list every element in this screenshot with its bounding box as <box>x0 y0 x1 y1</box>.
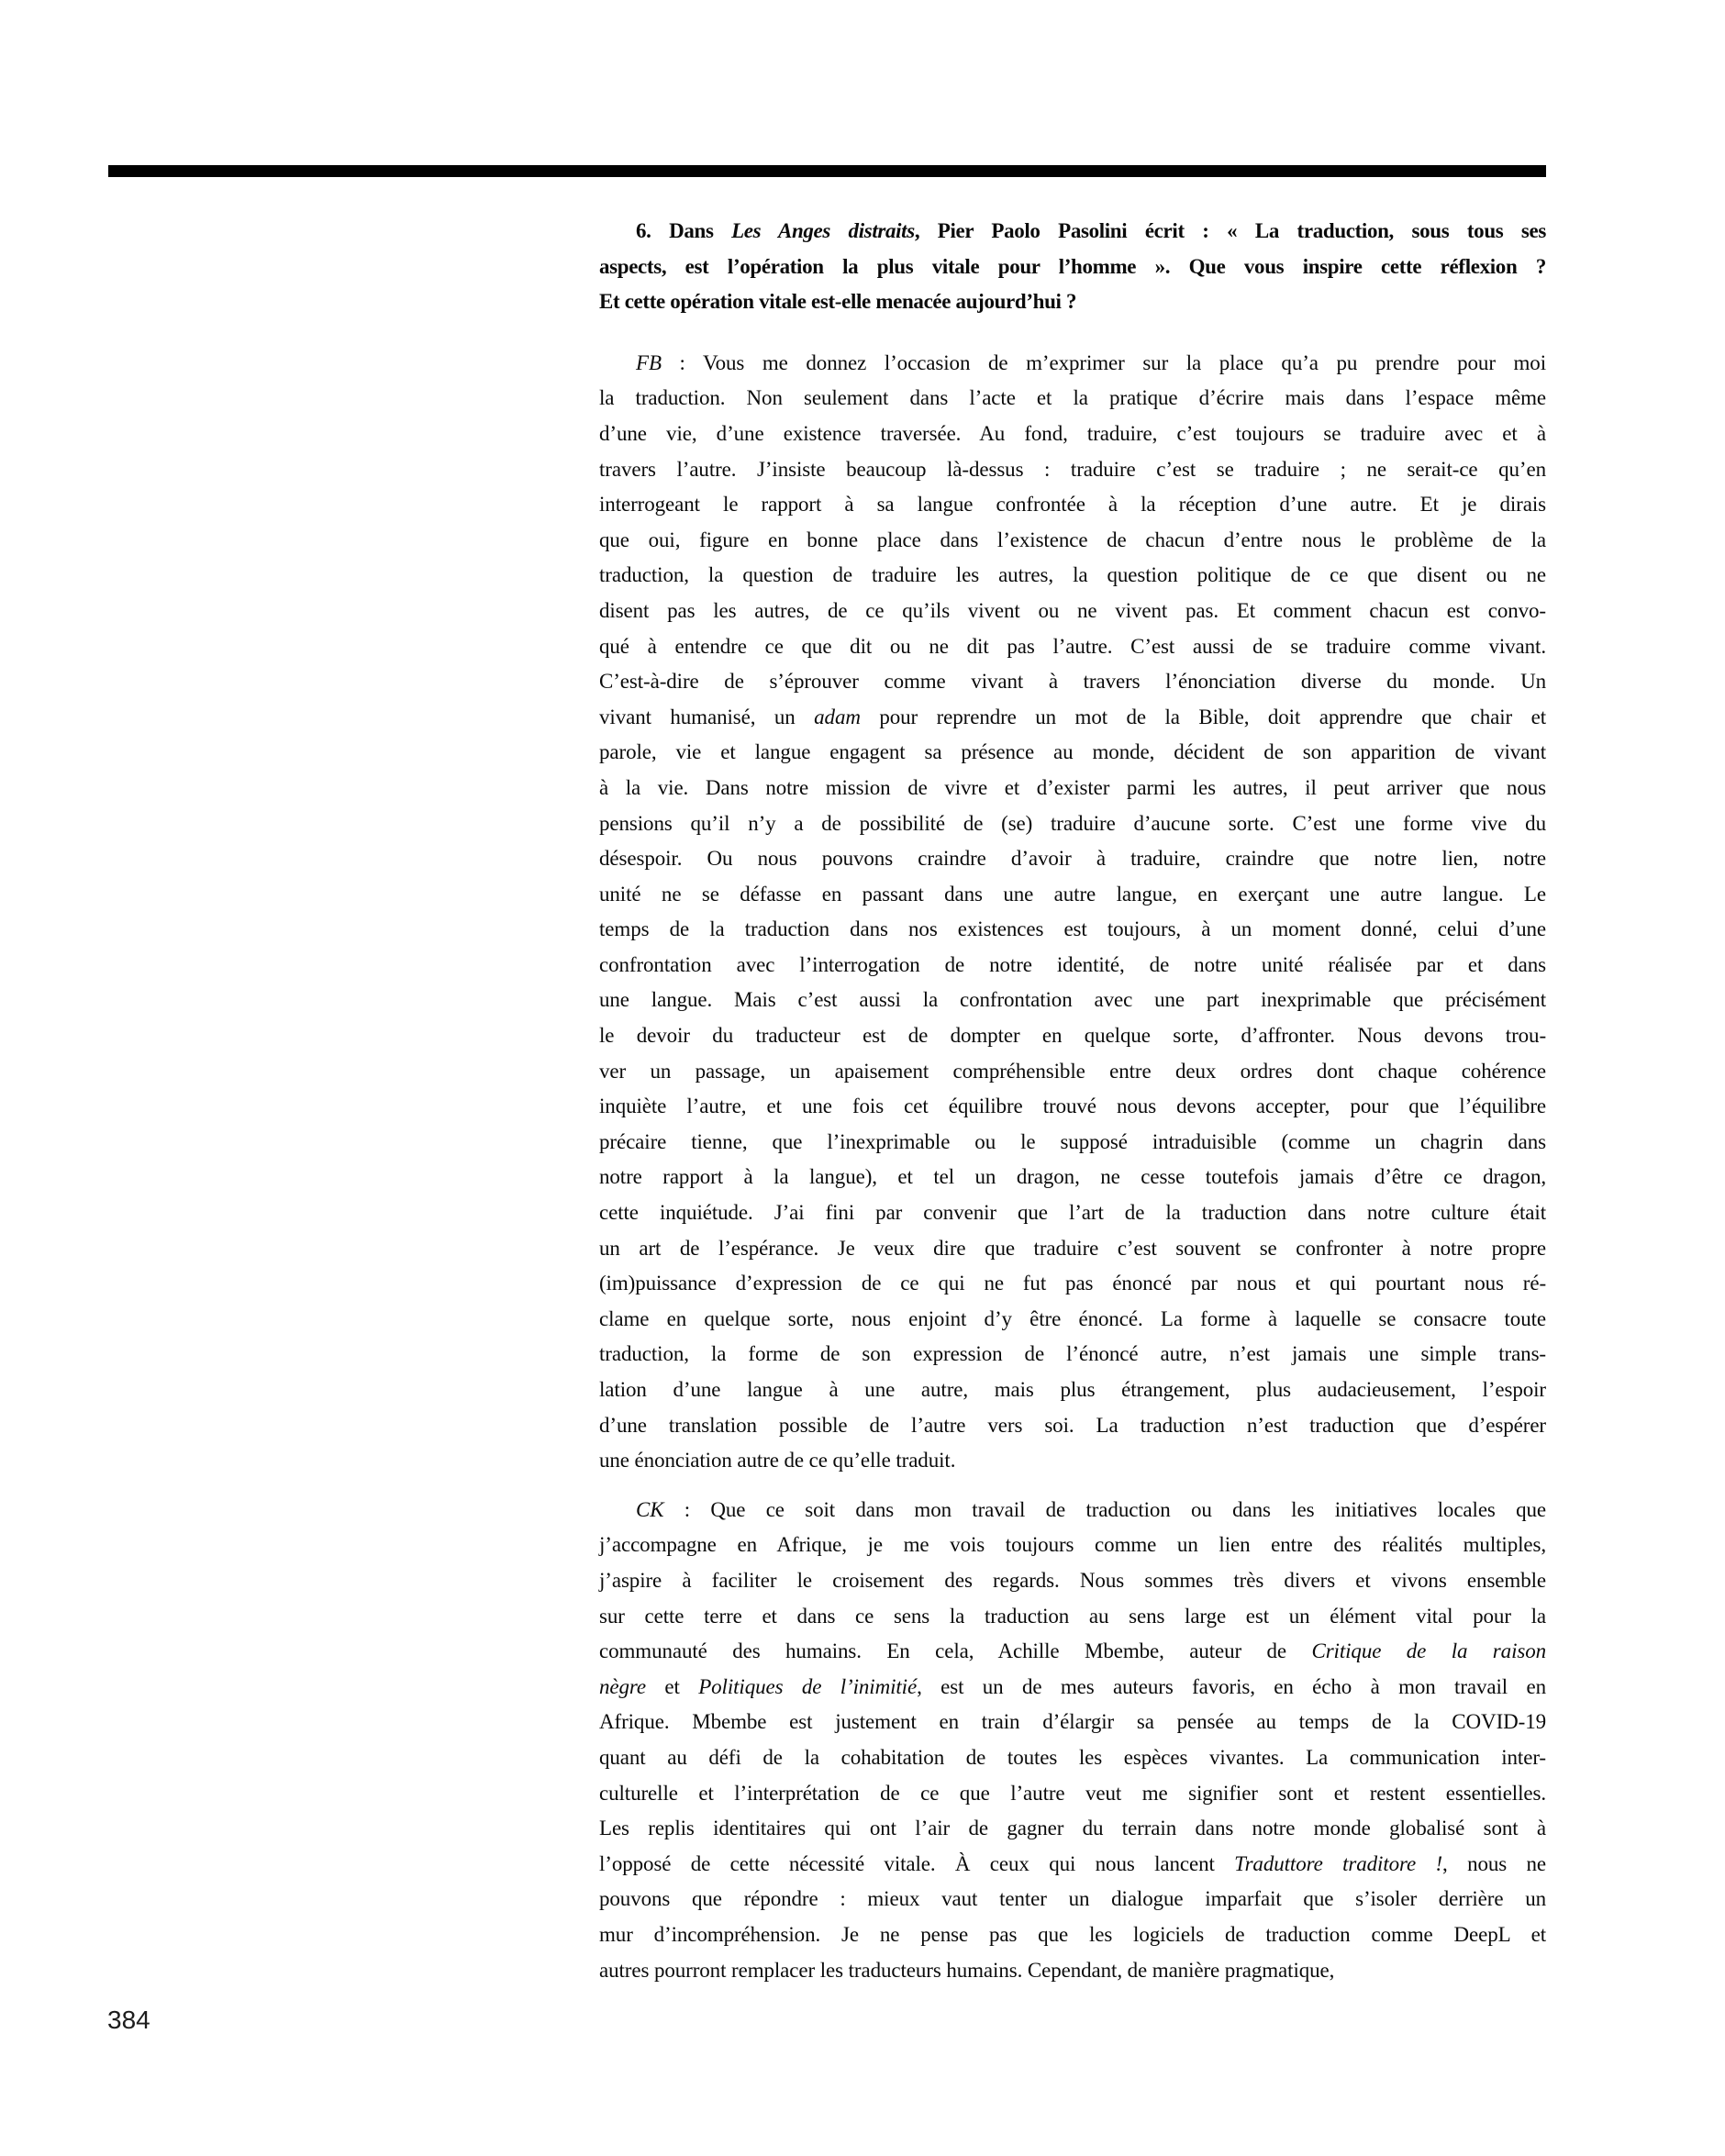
text-line <box>599 523 1546 559</box>
body-text: ver un passage, un apaisement compréhensible entre deux ordres dont chaque cohérence <box>599 1059 1546 1083</box>
text-line <box>599 629 1546 665</box>
text-line <box>599 1018 1546 1054</box>
text-line <box>599 1408 1546 1444</box>
body-text: notre rapport à la langue), et tel un dragon, ne cesse toutefois jamais d’être ce dragon, <box>599 1165 1546 1189</box>
text-line <box>599 1740 1546 1776</box>
text-line <box>599 417 1546 452</box>
body-text: , Pier Paolo Pasolini écrit : « La traduction, sous tous ses <box>914 219 1546 242</box>
body-text: désespoir. Ou nous pouvons craindre d’avoir à traduire, craindre que notre lien, notre <box>599 847 1546 871</box>
text-line <box>599 771 1546 806</box>
text-line <box>599 284 1546 320</box>
body-text: , est un de mes auteurs favoris, en écho à mon travail en <box>917 1674 1546 1698</box>
text-line <box>599 841 1546 877</box>
text-line <box>599 1231 1546 1267</box>
body-text: confrontation avec l’interrogation de notre identité, de notre unité réalisée par et dans <box>599 952 1546 976</box>
body-text: interrogeant le rapport à sa langue confrontée à la réception d’une autre. Et je dirais <box>599 493 1546 517</box>
body-text: quant au défi de la cohabitation de toutes les espèces vivantes. La communication inter- <box>599 1745 1546 1769</box>
body-text: cette inquiétude. J’ai fini par convenir que l’art de la traduction dans notre culture était <box>599 1201 1546 1225</box>
body-text: d’une translation possible de l’autre vers soi. La traduction n’est traduction que d’espérer <box>599 1413 1546 1437</box>
body-text: unité ne se défasse en passant dans une autre langue, en exerçant une autre langue. Le <box>599 882 1546 906</box>
text-line <box>599 1125 1546 1161</box>
emphasized-text: Critique de la raison <box>1311 1639 1547 1663</box>
text-line <box>599 1599 1546 1635</box>
body-text: : Que ce soit dans mon travail de traduction ou dans les initiatives locales que <box>663 1497 1546 1521</box>
body-text: qué à entendre ce que dit ou ne dit pas l’autre. C’est aussi de se traduire comme vivant. <box>599 634 1546 658</box>
body-text: , nous ne <box>1442 1851 1546 1875</box>
text-line <box>599 1776 1546 1812</box>
body-text: C’est-à-dire de s’éprouver comme vivant à travers l’énonciation diverse du monde. Un <box>599 670 1546 694</box>
text-line <box>599 250 1546 285</box>
body-text: temps de la traduction dans nos existences est toujours, à un moment donné, celui d’une <box>599 917 1546 941</box>
text-line <box>599 1670 1546 1706</box>
body-text: culturelle et l’interprétation de ce que l’autre veut me signifier sont et restent essentielles. <box>599 1781 1546 1805</box>
body-text: pensions qu’il n’y a de possibilité de (se) traduire d’aucune sorte. C’est une forme vive du <box>599 811 1546 835</box>
body-text: pouvons que répondre : mieux vaut tenter un dialogue imparfait que s’isoler derrière un <box>599 1887 1546 1911</box>
text-column <box>599 214 1546 1988</box>
body-text: 6. Dans <box>636 219 732 242</box>
body-text: : Vous me donnez l’occasion de m’exprimer sur la place qu’a pu prendre pour moi <box>661 350 1546 374</box>
body-text: autres pourront remplacer les traducteurs humains. Cependant, de manière pragmatique, <box>599 1958 1335 1982</box>
body-text: Les replis identitaires qui ont l’air de gagner du terrain dans notre monde globalisé sont à <box>599 1817 1546 1840</box>
body-text: à la vie. Dans notre mission de vivre et d’exister parmi les autres, il peut arriver que nous <box>599 775 1546 799</box>
text-line <box>599 735 1546 771</box>
body-text: et <box>646 1674 699 1698</box>
emphasized-text: Traduttore traditore ! <box>1234 1851 1443 1875</box>
body-text: j’aspire à faciliter le croisement des regards. Nous sommes très divers et vivons ensemble <box>599 1568 1546 1592</box>
text-line <box>599 1634 1546 1670</box>
text-line <box>599 912 1546 948</box>
text-line <box>599 1054 1546 1090</box>
text-line <box>599 700 1546 736</box>
body-text: (im)puissance d’expression de ce qui ne fut pas énoncé par nous et qui pourtant nous ré- <box>599 1272 1546 1295</box>
text-line <box>599 1089 1546 1125</box>
body-text: Et cette opération vitale est-elle menacée aujourd’hui ? <box>599 290 1077 314</box>
emphasized-text: Les Anges distraits <box>731 219 915 242</box>
body-text: travers l’autre. J’insiste beaucoup là-dessus : traduire c’est se traduire ; ne serait-ce qu’en <box>599 457 1546 481</box>
body-text: parole, vie et langue engagent sa présence au monde, décident de son apparition de vivant <box>599 740 1546 764</box>
emphasized-text: Politiques de l’inimitié <box>698 1674 918 1698</box>
body-text: d’une vie, d’une existence traversée. Au fond, traduire, c’est toujours se traduire avec et à <box>599 421 1546 445</box>
text-line <box>599 1493 1546 1528</box>
text-line <box>599 1337 1546 1373</box>
emphasized-text: nègre <box>599 1674 647 1698</box>
body-text: un art de l’espérance. Je veux dire que traduire c’est souvent se confronter à notre propre <box>599 1236 1546 1260</box>
text-line <box>599 214 1546 250</box>
body-text: précaire tienne, que l’inexprimable ou le supposé intraduisible (comme un chagrin dans <box>599 1129 1546 1153</box>
emphasized-text: FB <box>636 350 662 374</box>
emphasized-text: adam <box>814 705 861 728</box>
body-text: inquiète l’autre, et une fois cet équilibre trouvé nous devons accepter, pour que l’équilibre <box>599 1095 1546 1118</box>
body-text: l’opposé de cette nécessité vitale. À ceux qui nous lancent <box>599 1851 1235 1875</box>
body-text: pour reprendre un mot de la Bible, doit apprendre que chair et <box>860 705 1546 728</box>
body-text: traduction, la question de traduire les autres, la question politique de ce que disent ou ne <box>599 563 1546 587</box>
text-line <box>599 1917 1546 1953</box>
top-rule <box>108 165 1546 177</box>
body-text: Afrique. Mbembe est justement en train d’élargir sa pensée au temps de la COVID-19 <box>599 1710 1546 1734</box>
text-line <box>599 664 1546 700</box>
text-line <box>599 1528 1546 1563</box>
text-line <box>599 1266 1546 1302</box>
text-line <box>599 948 1546 984</box>
text-line <box>599 877 1546 913</box>
question-paragraph <box>599 214 1546 320</box>
text-line <box>599 983 1546 1018</box>
body-text: lation d’une langue à une autre, mais plus étrangement, plus audacieusement, l’espoir <box>599 1378 1546 1401</box>
text-line <box>599 1302 1546 1338</box>
text-line <box>599 1882 1546 1917</box>
text-line <box>599 1160 1546 1195</box>
body-text: clame en quelque sorte, nous enjoint d’y être énoncé. La forme à laquelle se consacre toute <box>599 1306 1546 1330</box>
fb-answer-paragraph <box>599 346 1546 1479</box>
text-line <box>599 806 1546 842</box>
body-text: une langue. Mais c’est aussi la confrontation avec une part inexprimable que précisément <box>599 988 1546 1012</box>
text-line <box>599 1195 1546 1231</box>
text-line <box>599 1563 1546 1599</box>
body-text: mur d’incompréhension. Je ne pense pas que les logiciels de traduction comme DeepL et <box>599 1922 1546 1946</box>
text-line <box>599 1811 1546 1847</box>
body-text: j’accompagne en Afrique, je me vois toujours comme un lien entre des réalités multiples, <box>599 1533 1546 1557</box>
body-text: communauté des humains. En cela, Achille Mbembe, auteur de <box>599 1639 1312 1663</box>
text-line <box>599 1373 1546 1408</box>
body-text: traduction, la forme de son expression de l’énoncé autre, n’est jamais une simple trans- <box>599 1342 1546 1366</box>
body-text: disent pas les autres, de ce qu’ils vivent ou ne vivent pas. Et comment chacun est convo- <box>599 598 1546 622</box>
text-line <box>599 558 1546 594</box>
body-text: la traduction. Non seulement dans l’acte et la pratique d’écrire mais dans l’espace même <box>599 386 1546 410</box>
body-text: vivant humanisé, un <box>599 705 815 728</box>
text-line <box>599 346 1546 382</box>
text-line <box>599 452 1546 488</box>
text-line <box>599 1953 1546 1989</box>
text-line <box>599 1847 1546 1883</box>
text-line <box>599 1443 1546 1479</box>
body-text: le devoir du traducteur est de dompter en quelque sorte, d’affronter. Nous devons trou- <box>599 1024 1546 1048</box>
text-line <box>599 1705 1546 1740</box>
text-line <box>599 487 1546 523</box>
body-text: que oui, figure en bonne place dans l’existence de chacun d’entre nous le problème de la <box>599 528 1546 551</box>
body-text: aspects, est l’opération la plus vitale pour l’homme ». Que vous inspire cette réflexion ? <box>599 254 1546 278</box>
emphasized-text: CK <box>636 1497 664 1521</box>
body-text: sur cette terre et dans ce sens la traduction au sens large est un élément vital pour la <box>599 1604 1546 1628</box>
page-number: 384 <box>107 2006 150 2034</box>
text-line <box>599 381 1546 417</box>
ck-answer-paragraph <box>599 1493 1546 1988</box>
text-line <box>599 594 1546 629</box>
body-text: une énonciation autre de ce qu’elle traduit. <box>599 1449 956 1473</box>
